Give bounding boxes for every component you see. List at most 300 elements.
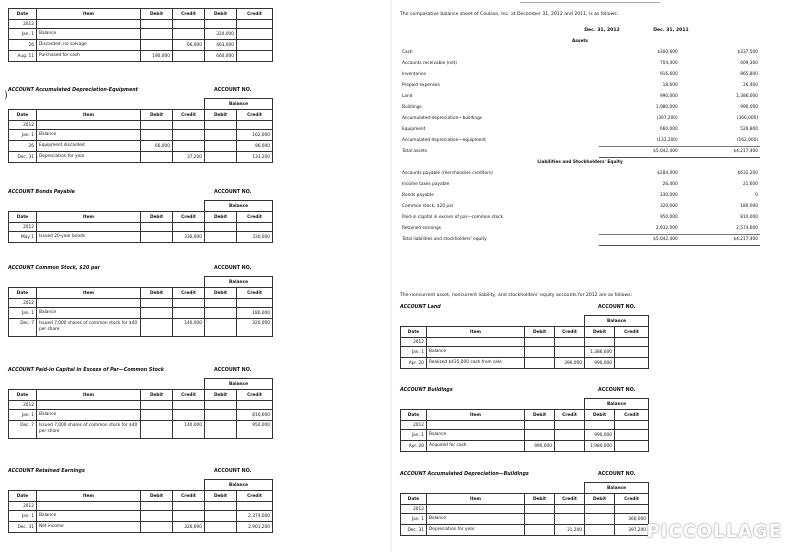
cell-debit (525, 505, 555, 514)
cell-date: 2012 (9, 121, 37, 130)
value-2011: 1,386,000 (736, 94, 758, 99)
column-header: Debit (141, 288, 173, 299)
row-label: Total assets (402, 149, 428, 154)
cell-item: Purchased for cash (37, 51, 141, 62)
cell-debit (141, 511, 173, 522)
asset-row (400, 102, 760, 113)
column-header: Credit (237, 390, 273, 401)
column-header: Date (9, 491, 37, 502)
column-header: Debit (525, 494, 555, 505)
ledger-row (9, 511, 273, 522)
value-2011: $4,217,400 (680, 146, 760, 157)
ledger-row (9, 421, 273, 439)
column-header: Debit (141, 9, 173, 20)
column-header: Debit (141, 212, 173, 223)
cell-credit: 37,200 (173, 152, 205, 163)
cell-date: May 1 (9, 232, 37, 243)
cell-balance-credit (615, 441, 649, 452)
row-label: Prepaid expenses (402, 83, 440, 88)
column-header: Debit (585, 410, 615, 421)
ledger-row (401, 338, 649, 347)
column-header: Item (37, 212, 141, 223)
cell-date: Jan. 1 (9, 308, 37, 319)
cell-balance-debit (205, 299, 237, 308)
column-header: Debit (585, 327, 615, 338)
cell-balance-credit: 366,000 (615, 514, 649, 525)
cell-item: Net income (37, 522, 141, 533)
column-header: Credit (615, 327, 649, 338)
cell-debit: 990,000 (525, 441, 555, 452)
balance-header: Balance (585, 399, 649, 410)
cell-item (427, 421, 525, 430)
column-header: Credit (173, 9, 205, 20)
column-header: Credit (615, 494, 649, 505)
cell-date: 2012 (9, 299, 37, 308)
cell-date: Apr. 20 (401, 358, 427, 369)
cell-credit: 140,000 (173, 421, 205, 439)
column-header: Debit (525, 327, 555, 338)
cell-balance-debit (205, 502, 237, 511)
cell-balance-credit: 397,200 (615, 525, 649, 536)
liability-row (400, 179, 760, 190)
cell-credit (555, 505, 585, 514)
cell-balance-debit (585, 421, 615, 430)
cell-debit (141, 502, 173, 511)
column-header: Debit (205, 390, 237, 401)
column-header: Credit (173, 212, 205, 223)
cell-item: Balance (37, 308, 141, 319)
ledger-row (9, 232, 273, 243)
cell-item: Balance (37, 130, 141, 141)
value-2011: 26,400 (742, 83, 758, 88)
liability-row (400, 168, 760, 179)
cell-debit (141, 522, 173, 533)
cell-credit (173, 51, 205, 62)
ledger-table (8, 8, 273, 62)
cell-balance-credit (237, 299, 273, 308)
cell-debit (525, 525, 555, 536)
cell-balance-credit (237, 121, 273, 130)
cell-date: Jan. 1 (401, 514, 427, 525)
cell-debit: 190,000 (141, 51, 173, 62)
cell-item: Balance (37, 410, 141, 421)
account-number-label: ACCOUNT NO. (214, 266, 252, 271)
cell-balance-debit: 1,386,000 (585, 347, 615, 358)
account-number-label: ACCOUNT NO. (214, 190, 252, 195)
balance-header: Balance (205, 480, 273, 491)
ledger-row (9, 152, 273, 163)
cell-credit (555, 338, 585, 347)
ledger-table (8, 98, 273, 163)
ledger-table (8, 200, 273, 243)
column-header: Credit (237, 9, 273, 20)
value-2012: 660,000 (659, 127, 678, 132)
cell-balance-debit (205, 141, 237, 152)
cell-item: Balance (427, 347, 525, 358)
value-2011: 810,000 (740, 215, 758, 220)
row-label: Land (402, 94, 413, 99)
row-label: Total liabilities and stockholders' equity (402, 237, 487, 242)
cell-debit (525, 514, 555, 525)
value-2011: 865,800 (740, 72, 758, 77)
column-header: Item (427, 494, 525, 505)
value-2011: 21,600 (742, 182, 758, 187)
ledger-row (9, 522, 273, 533)
cell-balance-credit: 320,000 (237, 319, 273, 337)
asset-row (400, 91, 760, 102)
value-2011: (162,000) (736, 137, 758, 143)
cell-item: Equipment discarded (37, 141, 141, 152)
value-2012: (133,200) (656, 137, 678, 143)
ledger-row (9, 51, 273, 62)
account-number-label: ACCOUNT NO. (598, 388, 636, 393)
cell-debit (141, 308, 173, 319)
column-header: Item (37, 9, 141, 20)
cell-balance-debit (585, 525, 615, 536)
cell-balance-debit (205, 232, 237, 243)
cell-balance-credit (615, 430, 649, 441)
ledger-table (400, 398, 649, 452)
cell-balance-debit: 990,000 (585, 430, 615, 441)
column-header: Date (401, 494, 427, 505)
cell-debit (141, 299, 173, 308)
column-header: Credit (615, 410, 649, 421)
column-header: Date (9, 390, 37, 401)
total-liabilities-row (400, 234, 760, 245)
cell-balance-debit (205, 308, 237, 319)
cell-date: Jan. 1 (9, 410, 37, 421)
account-title: ACCOUNT Retained Earnings (8, 469, 85, 474)
cell-debit (525, 338, 555, 347)
cell-credit: 66,000 (173, 40, 205, 51)
ledger-row (401, 505, 649, 514)
cell-date: Dec. 7 (9, 421, 37, 439)
value-2012: 320,000 (659, 204, 678, 209)
ledger-row (9, 130, 273, 141)
cell-balance-credit (237, 40, 273, 51)
cell-item: Depreciation for year (427, 525, 525, 536)
column-header: Date (401, 327, 427, 338)
ledger-row (9, 29, 273, 40)
cell-balance-credit (615, 358, 649, 369)
cell-item: Issued 7,000 shares of common stock for $40 per share (37, 319, 141, 337)
value-2011: 2,574,600 (736, 225, 758, 231)
value-2012: (397,200) (656, 116, 678, 121)
column-header: Date (9, 9, 37, 20)
ledger-table (8, 479, 273, 533)
cell-debit (141, 319, 173, 337)
cell-balance-credit (237, 502, 273, 511)
account-title: ACCOUNT Buildings (400, 388, 453, 393)
cell-credit (555, 514, 585, 525)
value-2011: 529,800 (740, 127, 758, 132)
liabilities-heading: Liabilities and Stockholders' Equity (537, 160, 623, 166)
cell-debit (141, 410, 173, 421)
cell-credit (173, 410, 205, 421)
cell-date: 2012 (401, 338, 427, 347)
cell-balance-credit (237, 20, 273, 29)
accounts-note: The noncurrent asset, noncurrent liability, and stockholders' equity accounts for 2012 are as follows: (400, 293, 633, 298)
column-header: Item (37, 110, 141, 121)
cell-credit: 326,000 (173, 522, 205, 533)
cell-credit (555, 347, 585, 358)
ledger-row (401, 514, 649, 525)
value-2012: 18,600 (662, 83, 678, 88)
value-2011: $631,200 (737, 171, 758, 176)
row-label: Cash (402, 50, 413, 55)
column-header: Debit (205, 212, 237, 223)
cell-debit (141, 152, 173, 163)
ledger-row (401, 358, 649, 369)
cell-item: Acquired for cash (427, 441, 525, 452)
cell-date: Dec. 31 (401, 525, 427, 536)
col-header-2011: Dec. 31, 2011 (653, 28, 689, 33)
cell-balance-debit (585, 338, 615, 347)
cell-credit (173, 141, 205, 152)
row-label: Accounts receivable (net) (402, 61, 457, 66)
ledger-table (8, 378, 273, 439)
column-header: Debit (141, 390, 173, 401)
ledger-row (9, 40, 273, 51)
cell-balance-debit (205, 319, 237, 337)
assets-heading: Assets (572, 39, 588, 44)
cell-item: Balance (427, 430, 525, 441)
ledger-row (401, 421, 649, 430)
cell-credit (173, 308, 205, 319)
ledger-row (9, 141, 273, 152)
cell-item: Balance (37, 511, 141, 522)
value-2011: 609,300 (740, 61, 758, 66)
column-header: Debit (205, 491, 237, 502)
row-label: Common stock, $20 par (402, 204, 454, 209)
column-header: Credit (555, 410, 585, 421)
ledger-row (9, 299, 273, 308)
cell-date: Dec. 31 (9, 522, 37, 533)
cell-balance-debit: 660,000 (205, 51, 237, 62)
cell-item: Depreciation for year (37, 152, 141, 163)
column-header: Item (37, 390, 141, 401)
asset-row (400, 58, 760, 69)
cell-date: 2012 (401, 421, 427, 430)
ledger-row (9, 223, 273, 232)
cell-debit (141, 20, 173, 29)
cell-item: Realized $435,000 cash from sale (427, 358, 525, 369)
column-header: Debit (205, 288, 237, 299)
cell-debit (141, 40, 173, 51)
column-header: Credit (237, 288, 273, 299)
account-number-label: ACCOUNT NO. (598, 305, 636, 310)
cell-balance-debit: 463,000 (205, 40, 237, 51)
cell-balance-credit: 162,000 (237, 130, 273, 141)
ledger-row (401, 347, 649, 358)
cell-balance-debit (205, 511, 237, 522)
row-label: Paid-in capital in excess of par—common stock (402, 215, 504, 220)
account-title: ACCOUNT Land (400, 305, 441, 310)
cell-debit (141, 421, 173, 439)
cell-credit (173, 121, 205, 130)
cell-debit: 66,000 (141, 141, 173, 152)
cell-balance-credit (237, 223, 273, 232)
row-label: Accumulated depreciation—buildings (402, 116, 483, 121)
cell-balance-credit (615, 505, 649, 514)
cell-date: Jan. 1 (401, 347, 427, 358)
cell-date: Jan. 1 (9, 29, 37, 40)
cell-debit (141, 121, 173, 130)
cell-date: Dec. 7 (9, 319, 37, 337)
cell-credit (173, 401, 205, 410)
column-header: Credit (237, 491, 273, 502)
balance-header: Balance (585, 316, 649, 327)
cell-debit (525, 358, 555, 369)
column-header: Item (427, 410, 525, 421)
cell-item (427, 505, 525, 514)
account-title: ACCOUNT Paid-in Capital in Excess of Par—Common Stock (8, 368, 164, 373)
ledger-row (401, 525, 649, 536)
cropped-top-line (520, 0, 660, 3)
value-2011: $337,500 (737, 50, 758, 55)
cell-balance-credit (237, 401, 273, 410)
page-bracket-mark: ) (4, 90, 8, 101)
cell-item (37, 502, 141, 511)
watermark-logo: PICCOLLAGE (646, 521, 782, 542)
column-header: Date (401, 410, 427, 421)
account-title: ACCOUNT Common Stock, $20 par (8, 266, 101, 271)
cell-credit (173, 511, 205, 522)
cell-balance-credit (237, 29, 273, 40)
cell-date: Aug. 11 (9, 51, 37, 62)
cell-balance-debit (205, 223, 237, 232)
row-label: Accounts payable (merchandise creditors) (402, 171, 493, 176)
row-label: Income taxes payable (402, 182, 450, 187)
asset-row (400, 124, 760, 135)
column-header: Debit (205, 9, 237, 20)
account-title: ACCOUNT Accumulated Depreciation-Equipment (8, 88, 138, 93)
cell-balance-debit (205, 20, 237, 29)
cell-item (37, 20, 141, 29)
column-header: Credit (173, 491, 205, 502)
asset-row (400, 80, 760, 91)
column-header: Credit (237, 110, 273, 121)
cell-balance-debit (205, 522, 237, 533)
cell-balance-debit (205, 410, 237, 421)
cell-credit (555, 430, 585, 441)
account-number-label: ACCOUNT NO. (598, 472, 636, 477)
cell-credit (173, 20, 205, 29)
cell-item (37, 401, 141, 410)
column-header: Item (37, 491, 141, 502)
balance-header: Balance (205, 201, 273, 212)
value-2011: 180,000 (740, 204, 758, 209)
cell-debit (141, 130, 173, 141)
cell-balance-credit (615, 421, 649, 430)
cell-date: 26 (9, 141, 37, 152)
cell-date: 2012 (9, 223, 37, 232)
value-2012: $284,000 (657, 171, 678, 176)
column-header: Credit (173, 110, 205, 121)
ledger-row (9, 308, 273, 319)
cell-item (37, 299, 141, 308)
column-header: Credit (555, 494, 585, 505)
cell-credit (555, 441, 585, 452)
asset-row (400, 47, 760, 58)
cell-balance-credit (237, 51, 273, 62)
value-2011: $4,217,400 (680, 234, 760, 245)
cell-credit (173, 223, 205, 232)
cell-debit (141, 29, 173, 40)
cell-balance-credit (615, 338, 649, 347)
cell-date: 2012 (9, 401, 37, 410)
cell-date: Dec. 31 (9, 152, 37, 163)
cell-date: Apr. 20 (401, 441, 427, 452)
cell-date: Jan. 1 (9, 130, 37, 141)
cell-date: Jan. 1 (9, 511, 37, 522)
column-header: Debit (525, 410, 555, 421)
ledger-row (401, 430, 649, 441)
column-header: Item (37, 288, 141, 299)
liability-row (400, 212, 760, 223)
ledger-table (400, 482, 649, 536)
cell-credit (173, 29, 205, 40)
cell-item: Balance (427, 514, 525, 525)
cell-balance-credit: 96,000 (237, 141, 273, 152)
cell-item: Balance (37, 29, 141, 40)
column-header: Debit (585, 494, 615, 505)
column-header: Date (9, 288, 37, 299)
cell-balance-credit: 810,000 (237, 410, 273, 421)
asset-row (400, 135, 760, 146)
row-label: Bonds payable (402, 193, 434, 198)
ledger-row (9, 410, 273, 421)
cell-credit (173, 299, 205, 308)
cell-balance-credit: 2,374,000 (237, 511, 273, 522)
value-2012: 704,400 (659, 61, 678, 66)
cell-credit (555, 421, 585, 430)
liability-row (400, 201, 760, 212)
cell-balance-debit: 324,000 (205, 29, 237, 40)
row-label: Inventories (402, 72, 427, 77)
column-header: Debit (205, 110, 237, 121)
value-2011: 990,000 (740, 105, 758, 110)
value-2012: 1,980,000 (655, 105, 678, 110)
cell-date: Jan. 1 (401, 430, 427, 441)
account-title: ACCOUNT Bonds Payable (8, 190, 75, 195)
cell-date: 2012 (9, 20, 37, 29)
cell-balance-credit: 133,200 (237, 152, 273, 163)
account-number-label: ACCOUNT NO. (214, 368, 252, 373)
column-header: Date (9, 110, 37, 121)
cell-balance-debit (205, 121, 237, 130)
ledger-row (9, 401, 273, 410)
cell-credit (173, 502, 205, 511)
account-title: ACCOUNT Accumulated Depreciation—Buildings (400, 472, 529, 477)
value-2012: 26,400 (662, 182, 678, 187)
column-header: Credit (173, 390, 205, 401)
asset-row (400, 113, 760, 124)
row-label: Equipment (402, 127, 426, 132)
cell-balance-credit: 330,000 (237, 232, 273, 243)
row-label: Buildings (402, 105, 422, 110)
column-header: Debit (141, 491, 173, 502)
column-header: Date (9, 212, 37, 223)
cell-item: Discarded, no salvage (37, 40, 141, 51)
ledger-table (400, 315, 649, 369)
balance-header: Balance (585, 483, 649, 494)
cell-debit (525, 347, 555, 358)
column-header: Credit (237, 212, 273, 223)
cell-item (37, 223, 141, 232)
value-2012: 950,000 (659, 215, 678, 220)
cell-credit: 140,000 (173, 319, 205, 337)
